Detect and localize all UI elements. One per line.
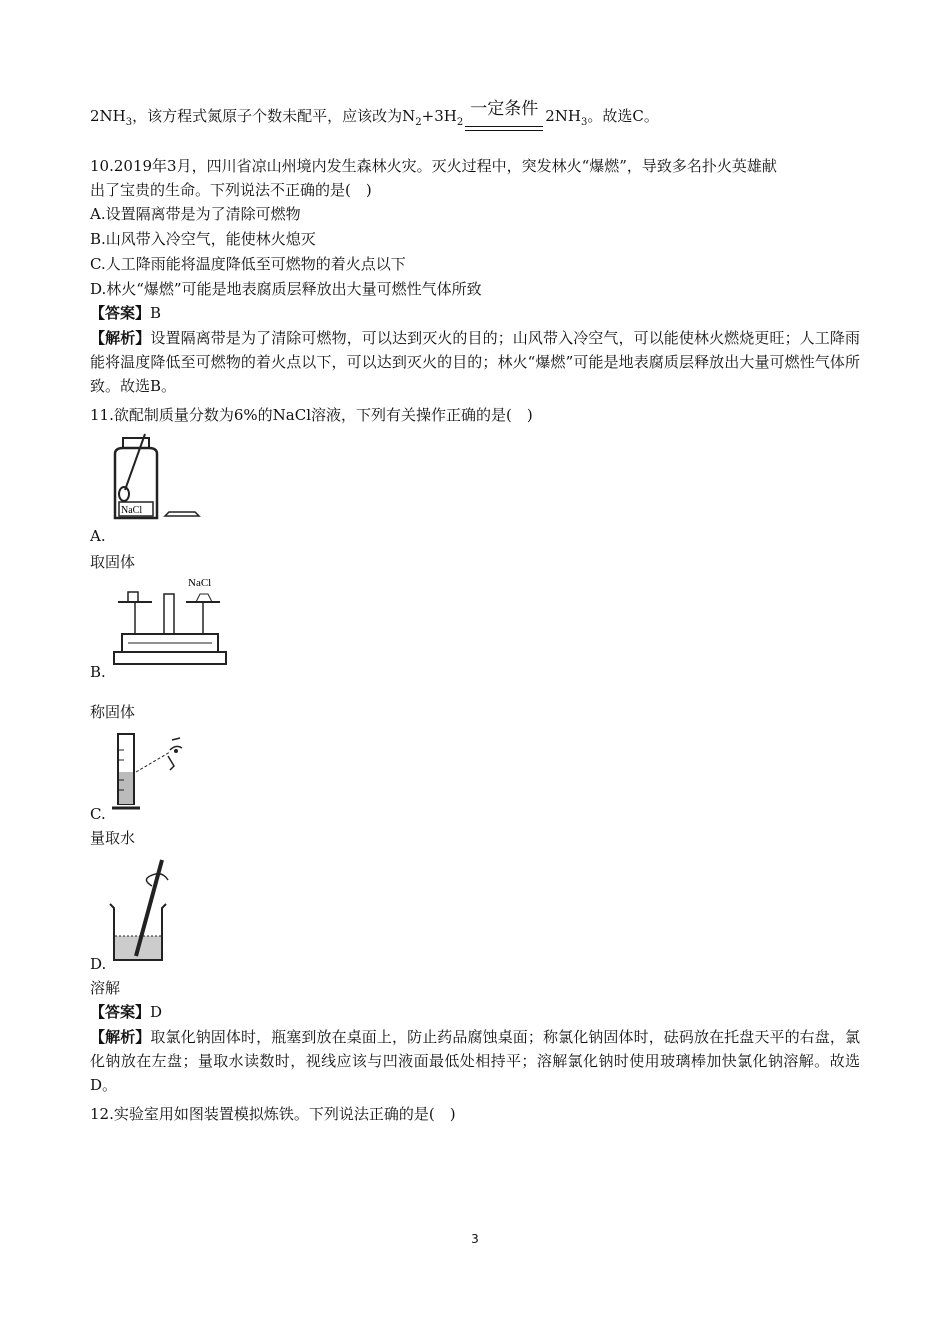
answer-value: D — [150, 1003, 163, 1021]
eq-text: ，该方程式氮原子个数未配平，应该改为N — [132, 107, 416, 125]
q10-option-b: B.山风带入冷空气，能使林火熄灭 — [90, 230, 316, 248]
q11-option-a-text: 取固体 — [90, 553, 136, 571]
sight-line — [136, 752, 170, 772]
nacl-label-b: NaCl — [188, 577, 212, 589]
q11-option-c-letter: C. — [90, 805, 106, 823]
q11-option-d-letter: D. — [90, 955, 107, 973]
analysis-text: 设置隔离带是为了清除可燃物，可以达到灭火的目的；山风带入冷空气，可以能使林火燃烧更旺；人工降雨能将温度降低至可燃物的着火点以下，可以达到灭火的目的；林火“爆燃”可能是地表腐质层释放出大量可燃性气体所致。故选B。 — [90, 329, 860, 395]
spoon-handle — [125, 434, 145, 490]
q11-stem: 11.欲配制质量分数为6%的NaCl溶液，下列有关操作正确的是( ) — [90, 406, 533, 424]
eq-text: 2NH — [545, 107, 581, 125]
previous-answer-equation — [90, 99, 659, 135]
eq-sub: 2 — [415, 117, 422, 128]
answer-value: B — [150, 304, 162, 322]
q11-answer — [90, 1000, 162, 1024]
q11-option-d-text: 溶解 — [90, 979, 121, 997]
analysis-label: 【解析】 — [90, 329, 151, 347]
reaction-condition-arrow — [465, 99, 543, 135]
q10-analysis — [90, 326, 860, 398]
q11-analysis — [90, 1025, 860, 1097]
eq-text: 。故选C。 — [587, 107, 659, 125]
eq-sub: 3 — [125, 117, 133, 128]
reaction-condition-label: 一定条件 — [470, 99, 539, 119]
answer-label: 【答案】 — [90, 304, 151, 322]
page-number: 3 — [471, 1232, 479, 1246]
figure-take-solid — [105, 432, 205, 522]
balance-pillar — [164, 594, 174, 634]
q10-option-a: A.设置隔离带是为了清除可燃物 — [90, 205, 301, 223]
analysis-text: 取氯化钠固体时，瓶塞到放在桌面上，防止药品腐蚀桌面；称氯化钠固体时，砝码放在托盘天平的右盘，氯化钠放在左盘；量取水读数时，视线应该与凹液面最低处相持平；溶解氯化钠时使用玻璃棒加快氯化钠溶解。故选D。 — [90, 1028, 860, 1094]
figure-measure-water — [110, 730, 190, 812]
nacl-label-a: NaCl — [121, 505, 143, 516]
q10-stem-line2: 出了宝贵的生命。下列说法不正确的是( ) — [90, 181, 372, 199]
q11-option-a-letter: A. — [90, 527, 106, 545]
nose — [168, 756, 174, 770]
q12-stem: 12.实验室用如图装置模拟炼铁。下列说法正确的是( ) — [90, 1105, 456, 1123]
q11-option-b-letter: B. — [90, 663, 106, 681]
bottle-neck — [123, 438, 149, 448]
q11-option-c-text: 量取水 — [90, 829, 136, 847]
eq-sub: 3 — [580, 117, 588, 128]
eq-text: 2NH — [90, 107, 126, 125]
figure-dissolve — [106, 856, 176, 964]
double-equal-sign — [465, 126, 543, 131]
eq-text: +3H — [421, 107, 457, 125]
spoon-head — [119, 487, 129, 501]
eyebrow — [172, 738, 180, 740]
eq-sub: 2 — [456, 117, 464, 128]
q10-option-d: D.林火“爆燃”可能是地表腐质层释放出大量可燃性气体所致 — [90, 280, 482, 298]
water-level — [119, 772, 133, 804]
q10-option-c: C.人工降雨能将温度降低至可燃物的着火点以下 — [90, 255, 406, 273]
q10-answer — [90, 301, 161, 325]
figure-weigh-solid — [108, 572, 233, 668]
analysis-label: 【解析】 — [90, 1028, 151, 1046]
q10-stem-line1: 10.2019年3月，四川省凉山州境内发生森林火灾。灭火过程中，突发林火“爆燃”，导致多名扑火英雄献 — [90, 157, 777, 175]
q11-option-b-text: 称固体 — [90, 703, 136, 721]
eye-pupil — [174, 749, 178, 753]
salt-heap — [196, 594, 212, 602]
answer-label: 【答案】 — [90, 1003, 151, 1021]
balance-base — [114, 652, 226, 664]
bottle-stopper — [165, 512, 199, 516]
weight-icon — [128, 592, 138, 602]
